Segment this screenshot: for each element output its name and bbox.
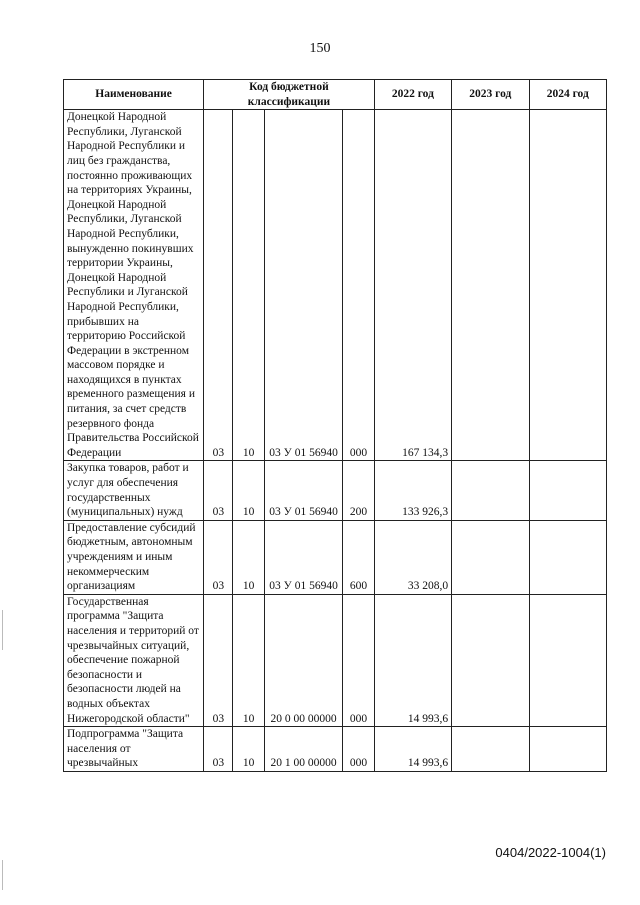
amount-2022: 14 993,6 [374, 594, 451, 726]
code-expense-type: 000 [343, 110, 374, 461]
document-code: 0404/2022-1004(1) [495, 845, 606, 860]
code-section: 03 [204, 520, 233, 594]
amount-2022: 167 134,3 [374, 110, 451, 461]
header-2022: 2022 год [374, 80, 451, 110]
budget-table [63, 79, 607, 772]
code-section: 03 [204, 594, 233, 726]
code-subsection: 10 [233, 461, 264, 520]
amount-2022: 33 208,0 [374, 520, 451, 594]
row-name: Донецкой Народной Республики, Луганской Народной Республики и лиц без гражданства, постоянно проживающих на территориях Украины, Донецкой Народной Республики, Луганской Народной Республики, вынужденно покинувших территории Украины, Донецкой Народной Республики и Луганской Народной Республики, прибывших на территорию Российской Федерации в экстренном массовом порядке и находящихся в пунктах временного размещения и питания, за счет средств резервного фонда Правительства Российской Федерации [64, 110, 204, 461]
row-name: Предоставление субсидий бюджетным, автономным учреждениям и иным некоммерческим организациям [64, 520, 204, 594]
code-subsection: 10 [233, 727, 264, 772]
amount-2023 [452, 727, 529, 772]
page-number: 150 [309, 41, 331, 56]
code-target: 03 У 01 56940 [264, 520, 342, 594]
table-row [64, 520, 607, 594]
table-row [64, 727, 607, 772]
code-expense-type: 200 [343, 461, 374, 520]
table-header-row [64, 80, 607, 110]
code-expense-type: 000 [343, 594, 374, 726]
code-target: 20 0 00 00000 [264, 594, 342, 726]
amount-2022: 14 993,6 [374, 727, 451, 772]
code-subsection: 10 [233, 594, 264, 726]
amount-2024 [529, 110, 606, 461]
code-target: 03 У 01 56940 [264, 110, 342, 461]
code-section: 03 [204, 727, 233, 772]
amount-2022: 133 926,3 [374, 461, 451, 520]
code-section: 03 [204, 461, 233, 520]
table-row [64, 594, 607, 726]
row-name: Государственная программа "Защита населения и территорий от чрезвычайных ситуаций, обеспечение пожарной безопасности и безопасности людей на водных объектах Нижегородской области" [64, 594, 204, 726]
row-name: Подпрограмма "Защита населения от чрезвычайных [64, 727, 204, 772]
code-expense-type: 000 [343, 727, 374, 772]
code-subsection: 10 [233, 110, 264, 461]
amount-2024 [529, 461, 606, 520]
amount-2023 [452, 594, 529, 726]
code-target: 03 У 01 56940 [264, 461, 342, 520]
amount-2023 [452, 110, 529, 461]
amount-2024 [529, 594, 606, 726]
code-expense-type: 600 [343, 520, 374, 594]
amount-2024 [529, 520, 606, 594]
code-subsection: 10 [233, 520, 264, 594]
table-row [64, 110, 607, 461]
header-2024: 2024 год [529, 80, 606, 110]
header-name: Наименование [64, 80, 204, 110]
table-row [64, 461, 607, 520]
header-2023: 2023 год [452, 80, 529, 110]
amount-2024 [529, 727, 606, 772]
code-target: 20 1 00 00000 [264, 727, 342, 772]
amount-2023 [452, 520, 529, 594]
code-section: 03 [204, 110, 233, 461]
scan-edge-mark [2, 860, 3, 890]
scan-edge-mark [2, 610, 3, 650]
amount-2023 [452, 461, 529, 520]
row-name: Закупка товаров, работ и услуг для обеспечения государственных (муниципальных) нужд [64, 461, 204, 520]
header-code: Код бюджетной классификации [204, 80, 375, 110]
